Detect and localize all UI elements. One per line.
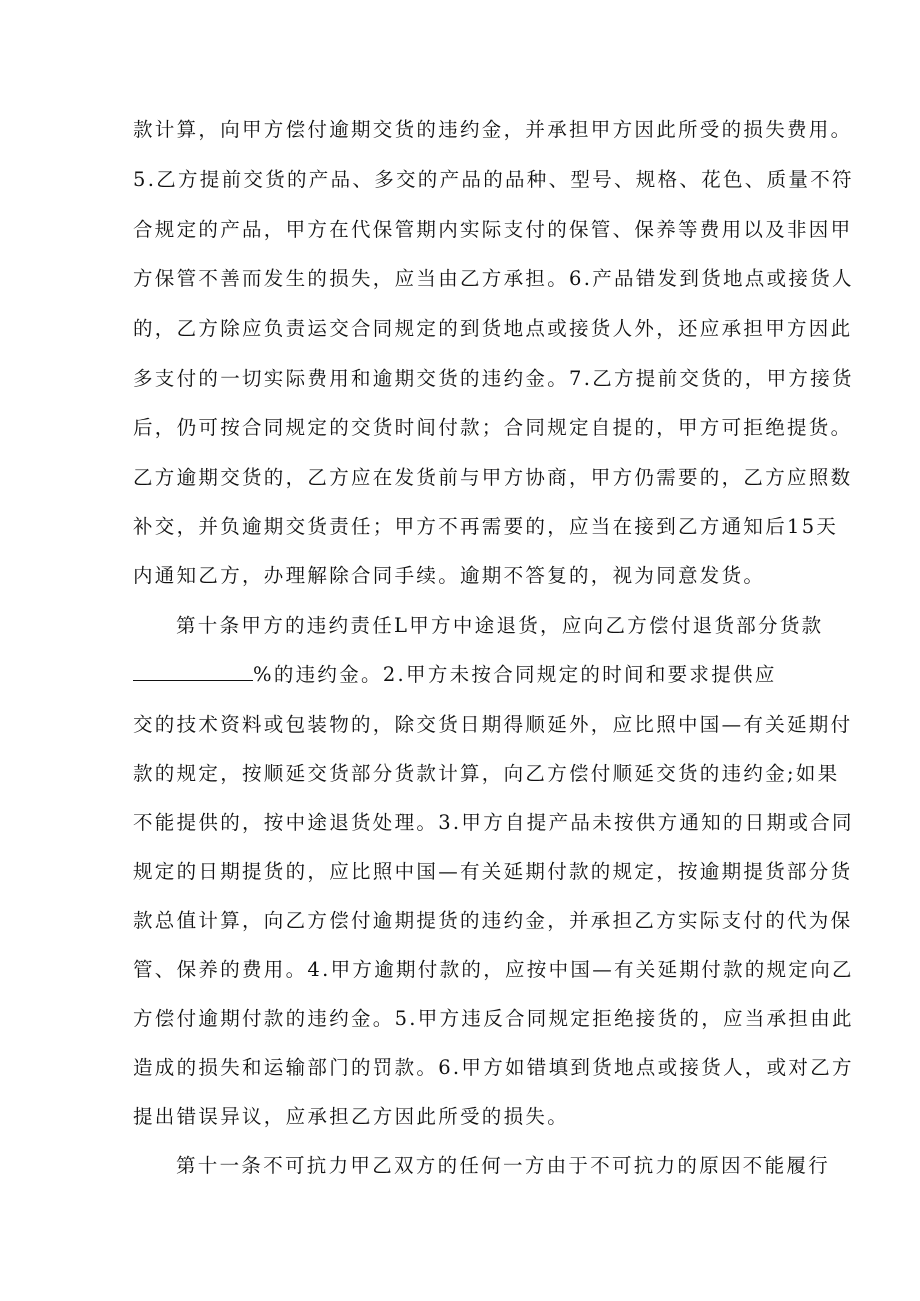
text-line-21: 提出错误异议，应承担乙方因此所受的损失。: [133, 1105, 570, 1128]
text-line-1: 款计算，向甲方偿付逾期交货的违约金，并承担甲方因此所受的损失费用。: [133, 118, 853, 141]
text-line-13: 交的技术资料或包装物的，除交货日期得顺延外，应比照中国—有关延期付: [133, 713, 853, 736]
text-line-12-wrapper: [133, 661, 777, 689]
text-line-8: 乙方逾期交货的，乙方应在发货前与甲方协商，甲方仍需要的，乙方应照数: [133, 466, 853, 489]
fill-in-blank: [133, 662, 253, 681]
text-line-4: 方保管不善而发生的损失，应当由乙方承担。6.产品错发到货地点或接货人: [133, 267, 854, 290]
text-line-6: 多支付的一切实际费用和逾期交货的违约金。7.乙方提前交货的，甲方接货: [133, 367, 854, 390]
text-line-17: 款总值计算，向乙方偿付逾期提货的违约金，并承担乙方实际支付的代为保: [133, 909, 853, 932]
text-line-22: 第十一条不可抗力甲乙双方的任何一方由于不可抗力的原因不能履行: [176, 1154, 831, 1177]
text-line-18: 管、保养的费用。4.甲方逾期付款的，应按中国—有关延期付款的规定向乙: [133, 958, 854, 981]
text-line-12: %的违约金。2.甲方未按合同规定的时间和要求提供应: [253, 663, 777, 686]
text-line-2: 5.乙方提前交货的产品、多交的产品的品种、型号、规格、花色、质量不符: [133, 168, 854, 191]
text-line-16: 规定的日期提货的，应比照中国—有关延期付款的规定，按逾期提货部分货: [133, 860, 853, 883]
text-line-20: 造成的损失和运输部门的罚款。6.甲方如错填到货地点或接货人，或对乙方: [133, 1056, 854, 1079]
text-line-3: 合规定的产品，甲方在代保管期内实际支付的保管、保养等费用以及非因甲: [133, 218, 853, 241]
text-line-14: 款的规定，按顺延交货部分货款计算，向乙方偿付顺延交货的违约金;如果: [133, 762, 840, 785]
text-line-7: 后，仍可按合同规定的交货时间付款；合同规定自提的，甲方可拒绝提货。: [133, 416, 853, 439]
text-line-15: 不能提供的，按中途退货处理。3.甲方自提产品未按供方通知的日期或合同: [133, 811, 854, 834]
text-line-19: 方偿付逾期付款的违约金。5.甲方违反合同规定拒绝接货的，应当承担由此: [133, 1007, 854, 1030]
text-line-5: 的，乙方除应负责运交合同规定的到货地点或接货人外，还应承担甲方因此: [133, 317, 853, 340]
text-line-10: 内通知乙方，办理解除合同手续。逾期不答复的，视为同意发货。: [133, 564, 766, 587]
text-line-11: 第十条甲方的违约责任L甲方中途退货，应向乙方偿付退货部分货款: [176, 614, 824, 637]
text-line-9: 补交，并负逾期交货责任；甲方不再需要的，应当在接到乙方通知后15天: [133, 515, 839, 538]
